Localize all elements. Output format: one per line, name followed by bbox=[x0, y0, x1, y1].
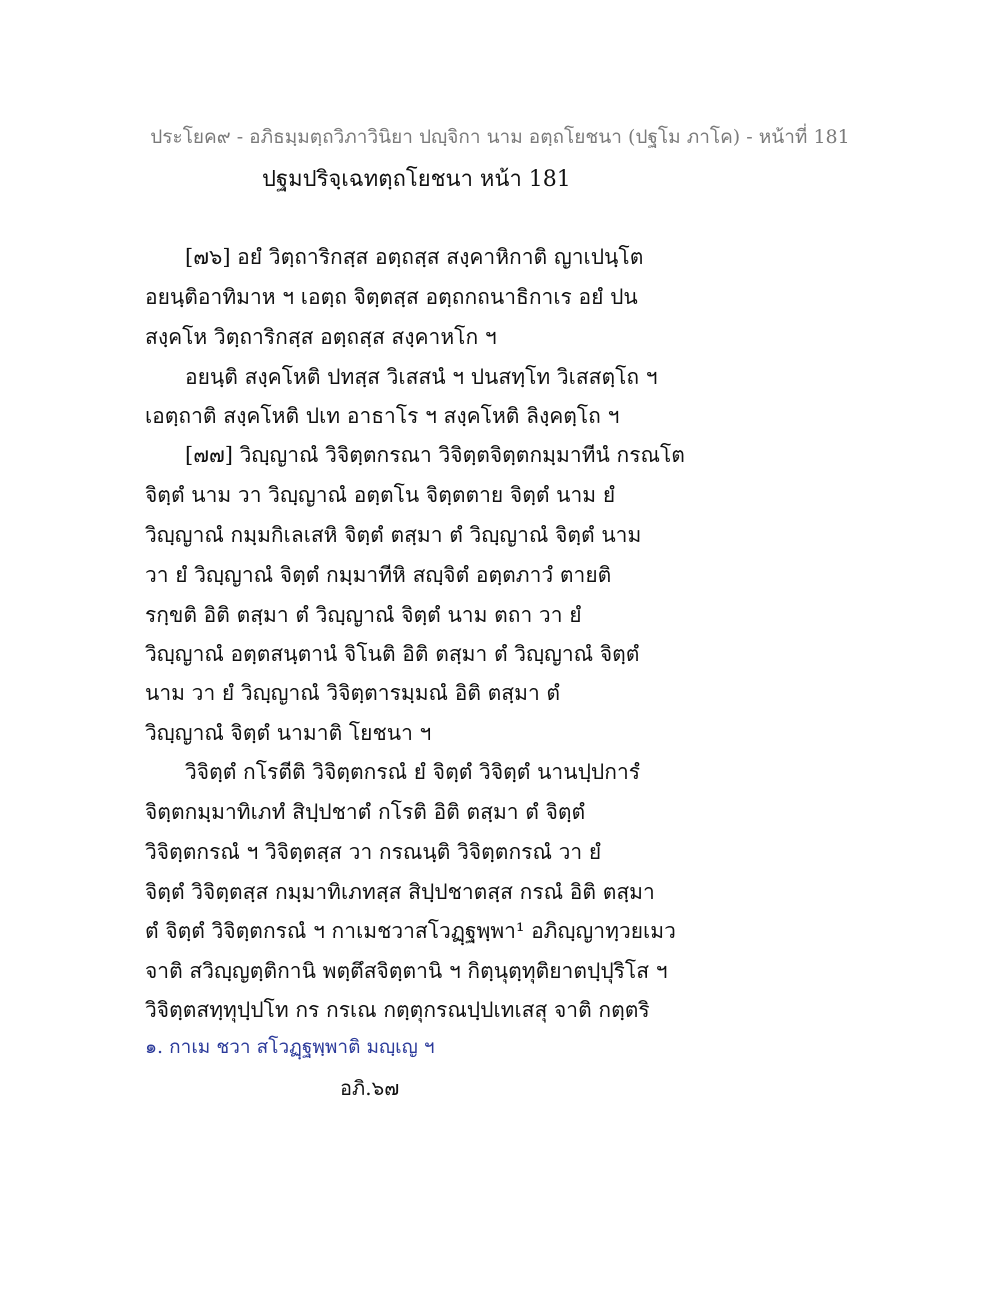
paragraph-line: รกฺขติ อิติ ตสฺมา ตํ วิญฺญาณํ จิตฺตํ นาม ตถา วา ยํ bbox=[145, 603, 582, 627]
paragraph-line: จิตฺตํ นาม วา วิญฺญาณํ อตฺตโน จิตฺตตาย จิตฺตํ นาม ยํ bbox=[145, 483, 616, 507]
paragraph-line: สงฺคโห วิตฺถาริกสฺส อตฺถสฺส สงฺคาหโก ฯ bbox=[145, 325, 497, 349]
page-reference: อภิ.๖๗ bbox=[340, 1076, 400, 1100]
paragraph-line: จิตฺตกมฺมาทิเภทํ สิปฺปชาตํ กโรติ อิติ ตสฺมา ตํ จิตฺตํ bbox=[145, 800, 586, 824]
paragraph-line: วา ยํ วิญฺญาณํ จิตฺตํ กมฺมาทีหิ สญฺจิตํ อตฺตภาวํ ตายติ bbox=[145, 563, 612, 587]
paragraph-line: ตํ จิตฺตํ วิจิตฺตกรณํ ฯ กาเมชวาสโวฏฺฐพฺพา¹ อภิญฺญาทฺวยเมว bbox=[145, 919, 676, 943]
paragraph-line: [๗๗] วิญฺญาณํ วิจิตฺตกรณา วิจิตฺตจิตฺตกมฺมาทีนํ กรณโต bbox=[185, 443, 685, 467]
footnote: ๑. กาเม ชวา สโวฏฺฐพฺพาติ มญฺเญ ฯ bbox=[145, 1036, 435, 1058]
paragraph-line: อยนฺติ สงฺคโหติ ปทสฺส วิเสสนํ ฯ ปนสทฺโท วิเสสตฺโถ ฯ bbox=[185, 365, 658, 389]
paragraph-line: วิจิตฺตสทฺทุปฺปโท กร กรเณ กตฺตุกรณปฺปเทเสสุ จาติ กตฺตริ bbox=[145, 998, 650, 1022]
running-header: ประโยค๙ - อภิธมฺมตฺถวิภาวินิยา ปญฺจิกา นาม อตฺถโยชนา (ปฐโม ภาโค) - หน้าที่ 181 bbox=[150, 126, 850, 148]
paragraph-line: [๗๖] อยํ วิตฺถาริกสฺส อตฺถสฺส สงฺคาหิกาติ ญาเปนฺโต bbox=[185, 245, 644, 269]
paragraph-line: วิจิตฺตกรณํ ฯ วิจิตฺตสฺส วา กรณนฺติ วิจิตฺตกรณํ วา ยํ bbox=[145, 840, 602, 864]
paragraph-line: วิญฺญาณํ กมฺมกิเลเสหิ จิตฺตํ ตสฺมา ตํ วิญฺญาณํ จิตฺตํ นาม bbox=[145, 523, 642, 547]
paragraph-line: เอตฺถาติ สงฺคโหติ ปเท อาธาโร ฯ สงฺคโหติ ลิงฺคตฺโถ ฯ bbox=[145, 404, 620, 428]
paragraph-line: วิญฺญาณํ อตฺตสนฺตานํ จิโนติ อิติ ตสฺมา ตํ วิญฺญาณํ จิตฺตํ bbox=[145, 642, 640, 666]
paragraph-line: จาติ สวิญฺญตฺติกานิ พตฺตึสจิตฺตานิ ฯ กิตฺนุตฺทุติยาตปฺปุริโส ฯ bbox=[145, 959, 668, 983]
paragraph-line: นาม วา ยํ วิญฺญาณํ วิจิตฺตารมฺมณํ อิติ ตสฺมา ตํ bbox=[145, 681, 561, 705]
paragraph-line: จิตฺตํ วิจิตฺตสฺส กมฺมาทิเภทสฺส สิปฺปชาตสฺส กรณํ อิติ ตสฺมา bbox=[145, 880, 655, 904]
paragraph-line: วิญฺญาณํ จิตฺตํ นามาติ โยชนา ฯ bbox=[145, 721, 432, 745]
section-title: ปฐมปริจฺเฉทตฺถโยชนา หน้า 181 bbox=[262, 167, 571, 192]
paragraph-line: อยนฺติอาทิมาห ฯ เอตฺถ จิตฺตสฺส อตฺถกถนาธิกาเร อยํ ปน bbox=[145, 285, 638, 309]
paragraph-line: วิจิตฺตํ กโรตีติ วิจิตฺตกรณํ ยํ จิตฺตํ วิจิตฺตํ นานปฺปการํ bbox=[185, 760, 641, 784]
